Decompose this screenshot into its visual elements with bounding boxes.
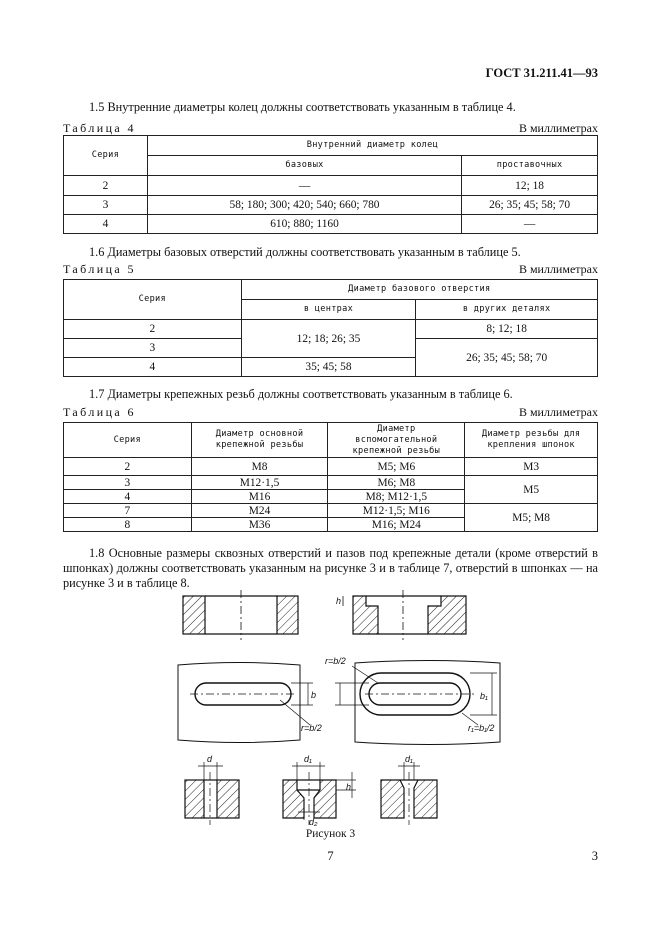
label-r1: r₁=b₁/2 — [468, 723, 495, 733]
table-5-head-col2: в других деталях — [416, 300, 598, 320]
page-number-center: 7 — [327, 849, 334, 863]
table-5-units: В миллиметрах — [518, 262, 598, 276]
table-5-head-col1: в центрах — [241, 300, 416, 320]
table-4-head-group: Внутренний диаметр колец — [147, 136, 597, 156]
table-4-head-col1: базовых — [147, 156, 461, 176]
table-cell: 26; 35; 45; 58; 70 — [462, 196, 598, 215]
plan-view-slot-1 — [178, 663, 313, 743]
table-4-head-col2: проставочных — [462, 156, 598, 176]
table-cell: — — [147, 176, 461, 196]
section-view-hole-d1-d2 — [283, 762, 356, 825]
table-cell: 4 — [64, 215, 148, 234]
table-5-caption: Таблица 5 — [63, 262, 136, 276]
table-cell: M36 — [191, 518, 328, 532]
label-d1-2: d₁ — [405, 754, 413, 764]
table-cell: 4 — [64, 490, 192, 504]
section-view-hole-d3 — [381, 762, 437, 825]
page-number-right: 3 — [591, 849, 598, 863]
table-cell: 3 — [64, 339, 242, 358]
paragraph-1-5: 1.5 Внутренние диаметры колец должны соответствовать указанным в таблице 4. — [89, 100, 516, 114]
table-5-head-group: Диаметр базового отверстия — [241, 280, 597, 300]
table-cell: M5; M8 — [465, 504, 598, 532]
table-cell: M3 — [465, 458, 598, 476]
table-cell: M8 — [191, 458, 328, 476]
table-4-head-series: Серия — [64, 136, 148, 176]
table-cell: M5; M6 — [328, 458, 465, 476]
paragraph-1-6: 1.6 Диаметры базовых отверстий должны соответствовать указанным в таблице 5. — [89, 245, 521, 259]
section-view-2 — [343, 590, 466, 640]
table-cell: M8; M12·1,5 — [328, 490, 465, 504]
table-cell: 8; 12; 18 — [416, 320, 598, 339]
table-cell: 3 — [64, 476, 192, 490]
table-6-head-col3: Диаметр резьбы для крепления шпонок — [465, 423, 598, 458]
label-h-1: h — [336, 596, 342, 606]
table-cell: 35; 45; 58 — [241, 358, 416, 377]
section-view-1 — [183, 590, 298, 640]
table-cell: 3 — [64, 196, 148, 215]
table-6-head-series: Серия — [64, 423, 192, 458]
table-6-head-col1: Диаметр основной крепежной резьбы — [191, 423, 328, 458]
table-cell: M16; M24 — [328, 518, 465, 532]
table-cell: 2 — [64, 176, 148, 196]
table-6-units: В миллиметрах — [518, 405, 598, 419]
label-r: r=b/2 — [301, 723, 322, 733]
table-cell: M6; M8 — [328, 476, 465, 490]
figure-caption: Рисунок 3 — [305, 828, 356, 840]
table-cell: M12·1,5; M16 — [328, 504, 465, 518]
table-cell: 610; 880; 1160 — [147, 215, 461, 234]
label-d2: d₂ — [309, 817, 318, 827]
label-h-2: h — [346, 782, 352, 792]
label-b: b — [311, 690, 317, 700]
paragraph-1-7: 1.7 Диаметры крепежных резьб должны соответствовать указанным в таблице 6. — [89, 387, 513, 401]
table-cell: M24 — [191, 504, 328, 518]
table-4-units: В миллиметрах — [518, 121, 598, 135]
table-cell: 58; 180; 300; 420; 540; 660; 780 — [147, 196, 461, 215]
table-cell: 12; 18; 26; 35 — [241, 320, 416, 358]
document-code: ГОСТ 31.211.41—93 — [485, 66, 598, 80]
table-cell: M5 — [465, 476, 598, 504]
section-view-hole-d — [185, 762, 239, 825]
table-cell: 7 — [64, 504, 192, 518]
table-cell: M16 — [191, 490, 328, 504]
table-4-caption: Таблица 4 — [63, 121, 136, 135]
table-cell: 2 — [64, 458, 192, 476]
table-5-head-series: Серия — [64, 280, 242, 320]
label-d1: d₁ — [304, 754, 312, 764]
label-d: d — [207, 754, 213, 764]
table-cell: M12·1,5 — [191, 476, 328, 490]
table-cell: — — [462, 215, 598, 234]
label-r-2: r=b/2 — [325, 656, 346, 666]
table-cell: 8 — [64, 518, 192, 532]
paragraph-1-8: 1.8 Основные размеры сквозных отверстий и пазов под крепежные детали (кроме отверстий в шпонках) должны соответствовать указанным на рисунке 3 и в таблице 7, отверстий в шпонках — на рисунке 3 и в таблице 8. — [63, 546, 598, 590]
table-cell: 12; 18 — [462, 176, 598, 196]
table-cell: 2 — [64, 320, 242, 339]
table-cell: 26; 35; 45; 58; 70 — [416, 339, 598, 377]
label-b1: b₁ — [480, 691, 488, 701]
table-6-caption: Таблица 6 — [63, 405, 136, 419]
table-6-head-col2: Диаметр вспомогательной крепежной резьбы — [328, 423, 465, 458]
table-cell: 4 — [64, 358, 242, 377]
